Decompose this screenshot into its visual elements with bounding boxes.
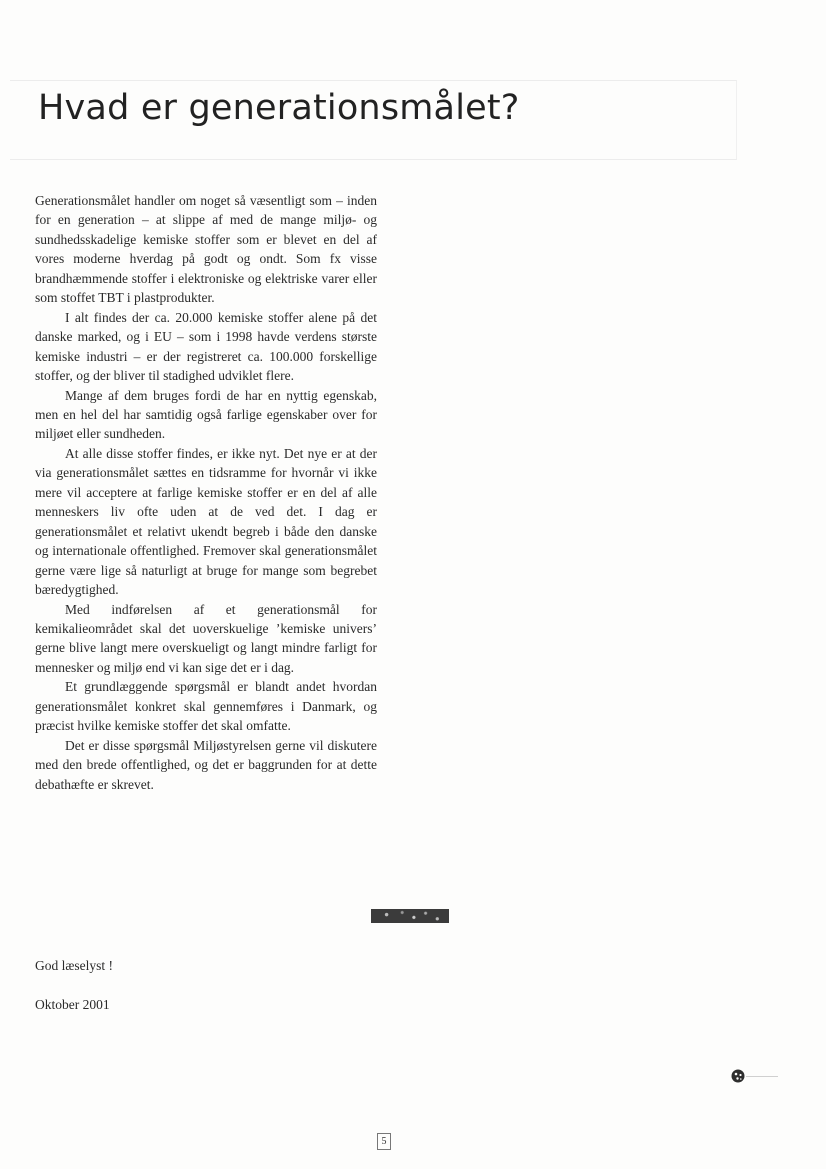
paragraph-5: Med indførelsen af et generationsmål for kemikalieområdet skal det uoverskuelige ’kemiske univers’ gerne blive langt mere overskueligt og langt mindre farligt for mennesker og miljø end vi kan sige det er i dag. [35, 601, 377, 675]
page-title: Hvad er generationsmålet? [38, 88, 520, 128]
publication-date: Oktober 2001 [35, 997, 110, 1012]
paragraph-2: I alt findes der ca. 20.000 kemiske stoffer alene på det danske marked, og i EU – som i 1998 havde verdens største kemiske industri – er der registreret ca. 100.000 forskellige stoffer, og der bliver til stadighed udviklet flere. [35, 309, 377, 384]
ornament-icon [730, 1068, 746, 1084]
page-number: 5 [377, 1133, 391, 1150]
paragraph-7: Det er disse spørgsmål Miljøstyrelsen gerne vil diskutere med den brede offentlighed, og det er baggrunden for at dette debathæfte er skrevet. [35, 737, 377, 792]
paragraph-1: Generationsmålet handler om noget så væsentligt som – inden for en generation – at slippe af med de mange miljø- og sundhedsskadelige kemiske stoffer som er blevet en del af vores moderne hverdag på godt og ondt. Som fx visse brandhæmmende stoffer i elektroniske og elektriske varer eller som stoffet TBT i plastprodukter. [35, 193, 377, 306]
paragraph-4: At alle disse stoffer findes, er ikke nyt. Det nye er at der via generationsmålet sættes en tidsramme for hvornår vi ikke mere vil acceptere at farlige kemiske stoffer er en del af alle menneskers liv ofte uden at de ved det. I dag er generationsmålet et relativt ukendt begreb i både den danske og internationale offentlighed. Fremover skal generationsmålet gerne være lige så naturligt at bruge for mange som begrebet bæredygtighed. [35, 445, 377, 598]
paragraph-3: Mange af dem bruges fordi de har en nyttig egenskab, men en hel del har samtidig også farlige egenskaber over for miljøet eller sundheden. [35, 387, 377, 442]
ornament-rule [746, 1076, 778, 1077]
signature-stamp [371, 909, 449, 923]
body-text [35, 191, 377, 794]
closing-greeting: God læselyst ! [35, 958, 114, 973]
paragraph-6: Et grundlæggende spørgsmål er blandt andet hvordan generationsmålet konkret skal gennemføres i Danmark, og præcist hvilke kemiske stoffer det skal omfatte. [35, 679, 377, 734]
